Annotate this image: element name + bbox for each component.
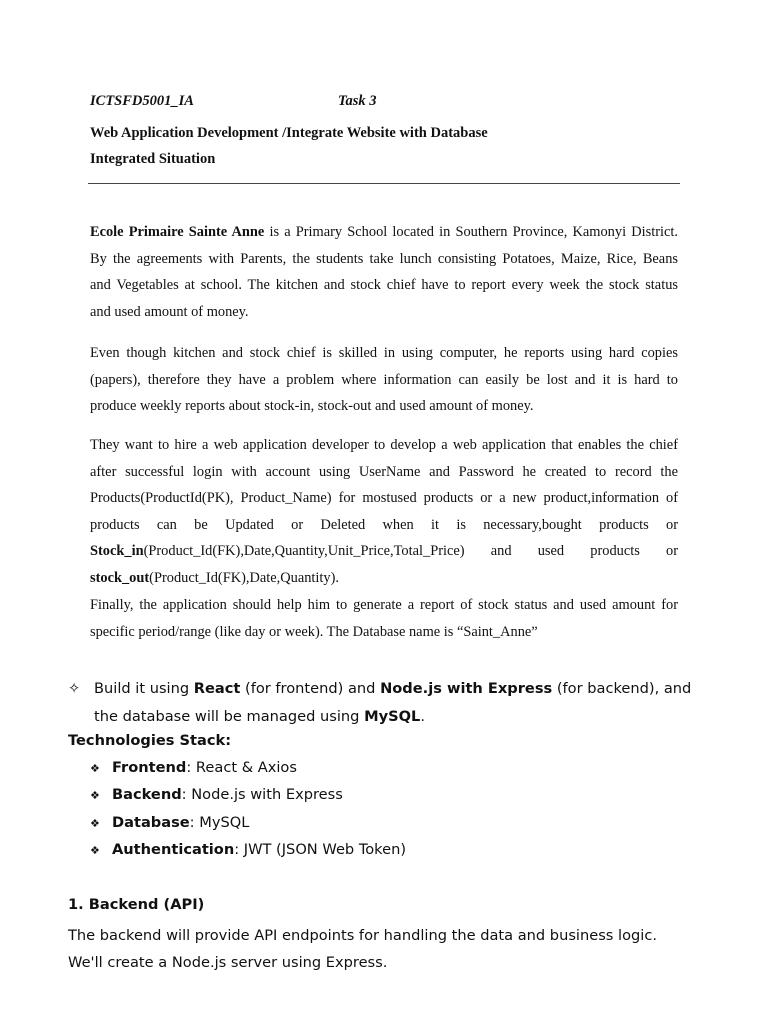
paragraph-text: is a Primary School located in Southern Province, Kamonyi District. — [264, 224, 678, 240]
build-instruction-text — [94, 675, 708, 730]
tech-label: Database — [112, 814, 190, 831]
paragraph-line: Products(ProductId(PK), Product_Name) for mostused products or a new product,information of — [90, 490, 678, 506]
build-text: . — [420, 707, 425, 725]
paragraph-line — [90, 538, 678, 565]
diamond-bullet-icon: ✧ — [68, 680, 81, 697]
paragraph-line: Finally, the application should help him to generate a report of stock status and used amount for — [90, 597, 678, 613]
react-term: React — [193, 680, 241, 697]
document-subtitle: Integrated Situation — [90, 151, 216, 167]
paragraph-line: after successful login with account using UserName and Password he created to record the — [90, 463, 678, 480]
tech-stack-heading: Technologies Stack: — [68, 732, 232, 749]
paragraph-problem — [90, 340, 678, 420]
diamond-bullet-icon: ❖ — [90, 789, 100, 802]
node-term: Node.js with Express — [380, 680, 553, 697]
build-text: (for frontend) and — [240, 680, 381, 697]
paragraph-text: (Product_Id(FK),Date,Quantity,Unit_Price,Total_Price) and used products or — [143, 543, 678, 559]
paragraph-line: They want to hire a web application developer to develop a web application that enables the chief — [90, 437, 678, 453]
task-number: Task 3 — [338, 93, 377, 109]
paragraph-line — [90, 219, 678, 246]
course-code: ICTSFD5001_IA — [90, 93, 194, 109]
tech-label: Frontend — [112, 759, 187, 776]
paragraph-line: The backend will provide API endpoints for handling the data and business logic. — [68, 927, 658, 944]
tech-value: : JWT (JSON Web Token) — [234, 841, 407, 858]
build-text: Build it using — [94, 680, 194, 697]
paragraph-line: and used amount of money. — [90, 303, 249, 320]
paragraph-line — [90, 565, 678, 592]
paragraph-requirements — [90, 432, 678, 591]
tech-stack-item — [90, 841, 406, 858]
paragraph-line: (papers), therefore they have a problem where information can easily be lost and it is hard to — [90, 371, 678, 388]
backend-section-heading: 1. Backend (API) — [68, 896, 205, 913]
tech-value: : MySQL — [189, 814, 250, 831]
stock-in-term: Stock_in — [90, 543, 144, 559]
diamond-bullet-icon: ❖ — [90, 762, 100, 775]
tech-stack-item — [90, 786, 343, 803]
tech-stack-item — [90, 759, 297, 776]
paragraph-line: By the agreements with Parents, the students take lunch consisting Potatoes, Maize, Rice, Beans — [90, 250, 678, 267]
tech-label: Backend — [112, 786, 182, 803]
paragraph-school-intro — [90, 219, 678, 325]
paragraph-line: produce weekly reports about stock-in, stock-out and used amount of money. — [90, 398, 534, 414]
paragraph-line: Even though kitchen and stock chief is skilled in using computer, he reports using hard copies — [90, 345, 678, 361]
paragraph-report — [90, 592, 678, 645]
paragraph-text: (Product_Id(FK),Date,Quantity). — [149, 569, 340, 586]
paragraph-line: and Vegetables at school. The kitchen and stock chief have to report every week the stock status — [90, 277, 678, 293]
paragraph-line: products can be Updated or Deleted when it is necessary,bought products or — [90, 516, 678, 533]
mysql-term: MySQL — [364, 707, 421, 725]
build-text: the database will be managed using — [94, 707, 365, 725]
diamond-bullet-icon: ❖ — [90, 844, 100, 857]
school-name: Ecole Primaire Sainte Anne — [90, 224, 265, 240]
paragraph-line: specific period/range (like day or week). The Database name is “Saint_Anne” — [90, 623, 538, 640]
diamond-bullet-icon: ❖ — [90, 817, 100, 830]
tech-value: : React & Axios — [186, 759, 297, 776]
tech-label: Authentication — [112, 841, 235, 858]
header-divider — [88, 183, 680, 184]
build-instruction — [68, 675, 708, 730]
tech-stack-item — [90, 814, 249, 831]
tech-value: : Node.js with Express — [181, 786, 343, 803]
build-text: (for backend), and — [552, 680, 692, 697]
document-title: Web Application Development /Integrate Website with Database — [90, 125, 488, 141]
paragraph-line: We'll create a Node.js server using Express. — [68, 954, 388, 971]
backend-section-text — [68, 922, 708, 976]
stock-out-term: stock_out — [90, 569, 150, 586]
